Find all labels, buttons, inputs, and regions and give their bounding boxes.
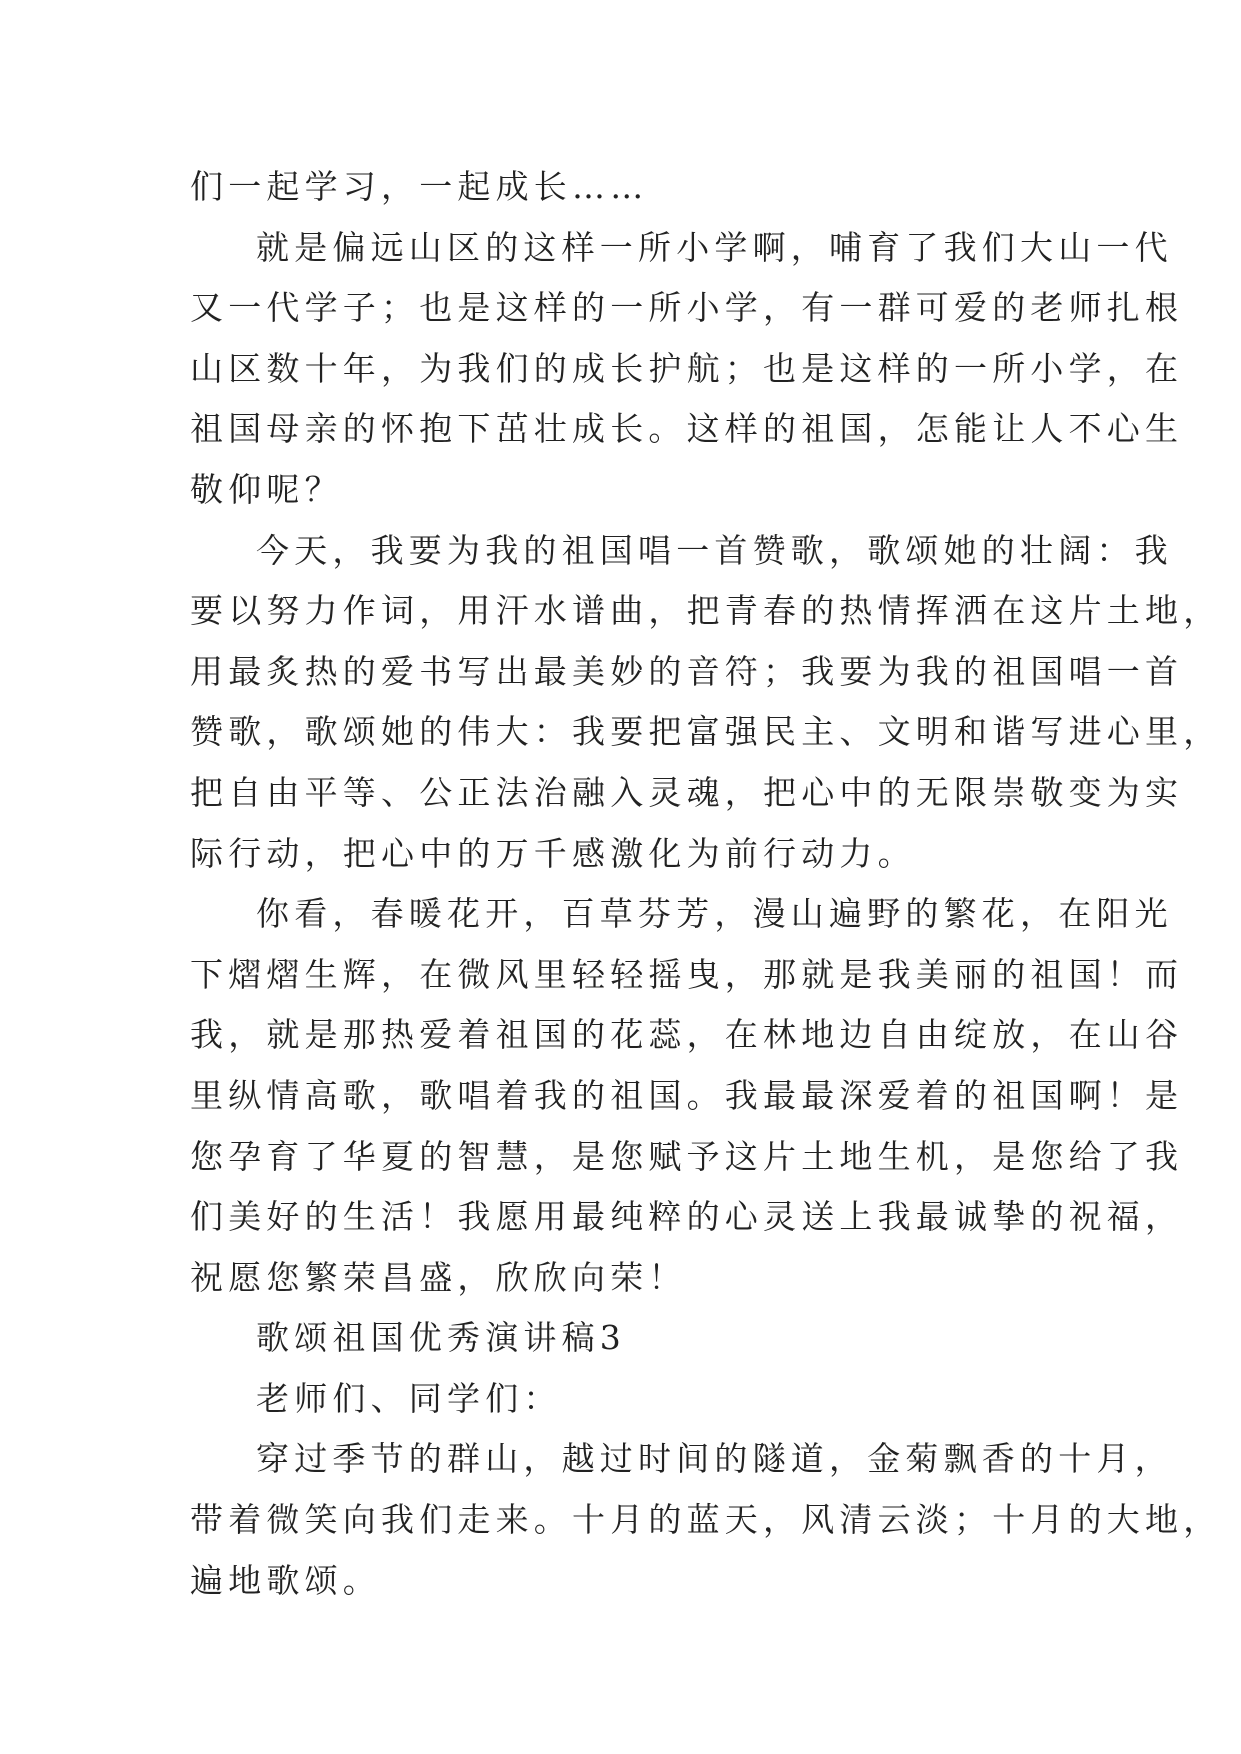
text-line: 带着微笑向我们走来。十月的蓝天，风清云淡；十月的大地，	[190, 1500, 1222, 1540]
text-line: 歌颂祖国优秀演讲稿3	[256, 1318, 626, 1358]
text-line: 您孕育了华夏的智慧，是您赋予这片土地生机，是您给了我	[190, 1136, 1184, 1176]
text-line: 又一代学子；也是这样的一所小学，有一群可爱的老师扎根	[190, 288, 1184, 328]
text-line: 祝愿您繁荣昌盛，欣欣向荣！	[190, 1257, 687, 1297]
text-line: 穿过季节的群山，越过时间的隧道，金菊飘香的十月，	[256, 1439, 1173, 1479]
text-line: 老师们、同学们：	[256, 1378, 562, 1418]
document-body	[190, 157, 1222, 1611]
text-line: 下熠熠生辉，在微风里轻轻摇曳，那就是我美丽的祖国！而	[190, 954, 1184, 994]
text-line: 山区数十年，为我们的成长护航；也是这样的一所小学，在	[190, 348, 1184, 388]
text-line: 今天，我要为我的祖国唱一首赞歌，歌颂她的壮阔：我	[256, 530, 1173, 570]
text-line: 遍地歌颂。	[190, 1560, 381, 1600]
text-line: 要以努力作词，用汗水谱曲，把青春的热情挥洒在这片土地，	[190, 591, 1222, 631]
text-line: 就是偏远山区的这样一所小学啊，哺育了我们大山一代	[256, 227, 1173, 267]
text-line: 里纵情高歌，歌唱着我的祖国。我最最深爱着的祖国啊！是	[190, 1075, 1184, 1115]
text-line: 赞歌，歌颂她的伟大：我要把富强民主、文明和谐写进心里，	[190, 712, 1222, 752]
text-line: 敬仰呢？	[190, 469, 343, 509]
text-line: 们美好的生活！我愿用最纯粹的心灵送上我最诚挚的祝福，	[190, 1197, 1184, 1237]
text-line: 们一起学习，一起成长……	[190, 167, 649, 206]
text-line: 祖国母亲的怀抱下茁壮成长。这样的祖国，怎能让人不心生	[190, 409, 1184, 449]
text-line: 际行动，把心中的万千感激化为前行动力。	[190, 833, 916, 873]
text-line: 你看，春暖花开，百草芬芳，漫山遍野的繁花，在阳光	[256, 894, 1173, 934]
text-line: 用最炙热的爱书写出最美妙的音符；我要为我的祖国唱一首	[190, 651, 1184, 691]
text-line: 把自由平等、公正法治融入灵魂，把心中的无限崇敬变为实	[190, 772, 1184, 812]
text-line: 我，就是那热爱着祖国的花蕊，在林地边自由绽放，在山谷	[190, 1015, 1184, 1055]
